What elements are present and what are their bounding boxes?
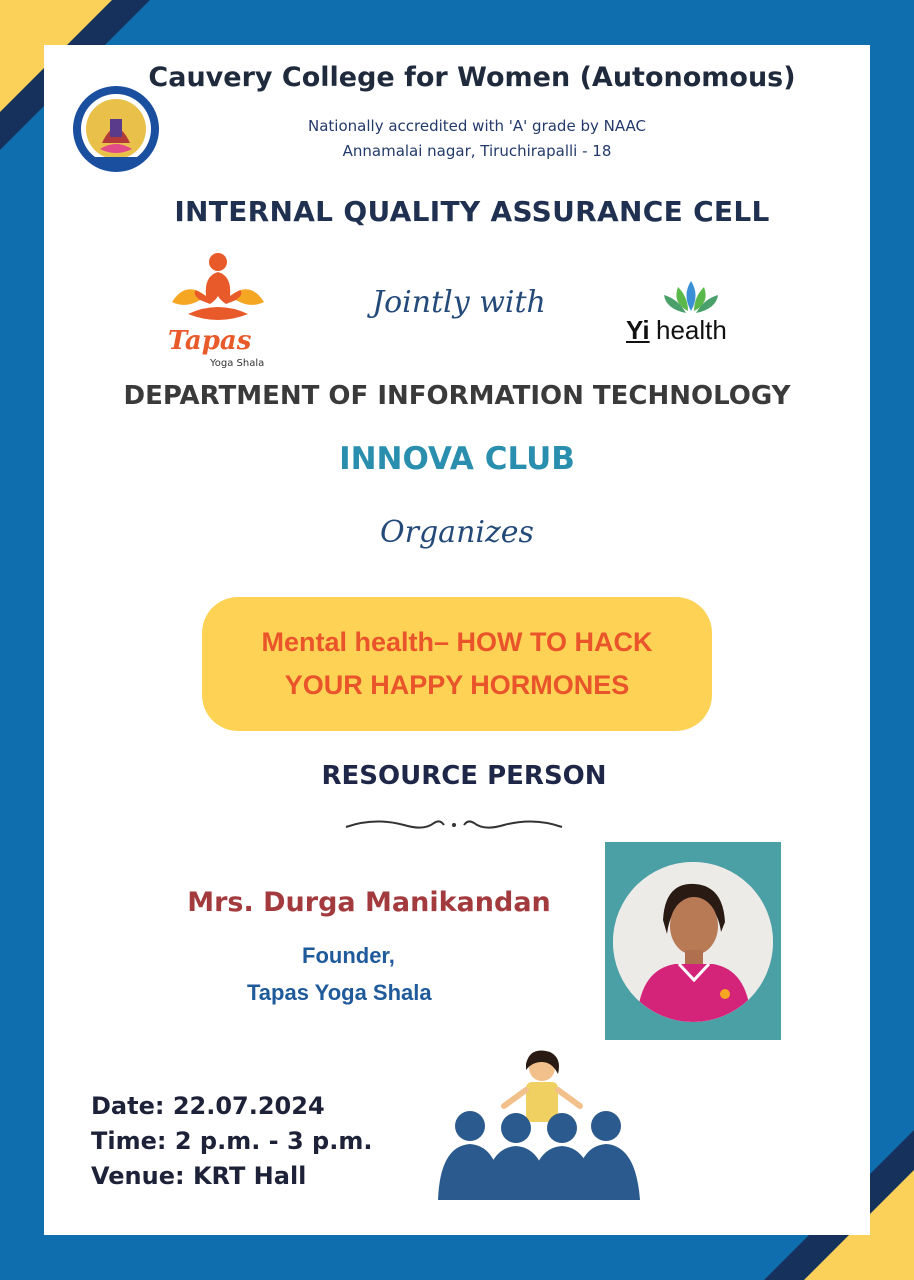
yi-health-logo [624,277,744,357]
poster-card [44,45,870,1235]
speaker-name: Mrs. Durga Manikandan [187,887,551,918]
accreditation-text: Nationally accredited with 'A' grade by NAAC [308,117,646,135]
jointly-with-text: Jointly with [372,285,546,320]
organizes-text: Organizes [380,515,534,550]
college-name: Cauvery College for Women (Autonomous) [148,62,796,93]
tapas-logo [160,250,276,370]
event-time: Time: 2 p.m. - 3 p.m. [91,1127,373,1155]
event-title-line2: YOUR HAPPY HORMONES [284,670,630,700]
meditation-icon [166,250,270,328]
event-title-line1: Mental health– HOW TO HACK [261,627,653,657]
event-title-banner [202,597,712,731]
speaker-role-line2: Tapas Yoga Shala [247,980,432,1005]
address-text: Annamalai nagar, Tiruchirapalli - 18 [342,142,612,160]
presenter-audience-icon [434,1050,644,1200]
event-venue: Venue: KRT Hall [91,1162,307,1190]
department-title: DEPARTMENT OF INFORMATION TECHNOLOGY [123,381,791,411]
tapas-logo-subtext: Yoga Shala [210,358,265,369]
speaker-role-line1: Founder, [302,943,395,968]
tapas-logo-text: Tapas [168,326,252,356]
speaker-photo-frame [605,842,781,1040]
club-title: INNOVA CLUB [339,441,575,477]
iqac-title: INTERNAL QUALITY ASSURANCE CELL [174,195,770,228]
yi-logo-suffix: health [656,315,727,345]
event-date: Date: 22.07.2024 [91,1092,325,1120]
resource-person-heading: RESOURCE PERSON [321,761,607,791]
speaker-photo [613,862,773,1022]
yi-logo-prefix: Yi [626,315,650,345]
speaker-portrait-icon [613,862,773,1022]
lotus-icon [658,277,724,317]
decorative-divider-icon [344,813,564,837]
